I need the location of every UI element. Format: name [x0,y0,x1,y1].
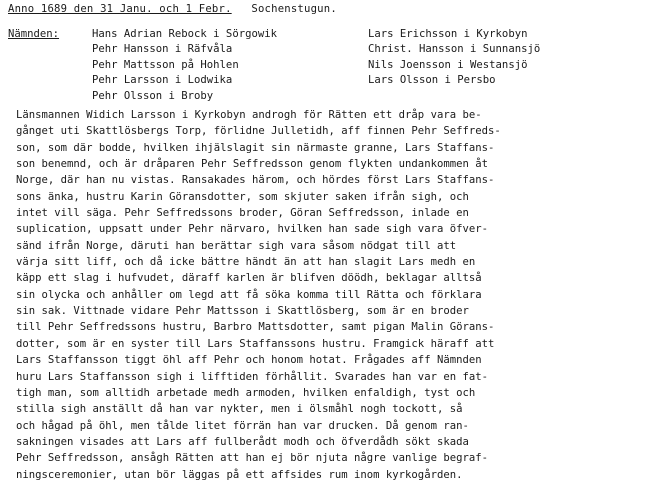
text-line: sin olycka och anhåller om legd att få söka komma till Rätta och förklara [16,288,482,301]
text-line: suplication, uppsatt under Pehr närvaro, hvilken han sade sigh vara öfver- [16,223,488,236]
text-line: Pehr Seffredsson, ansågh Rätten att han ej bör njuta någre vanlige begraf- [16,452,488,465]
document-heading [8,2,337,16]
text-line: käpp ett slag i hufvudet, däraff karlen är blifven döödh, beklagar alltså [16,272,482,285]
meeting-place: Sochenstugun. [251,3,337,15]
text-line: Norge, där han nu vistas. Ransakades härom, och hördes först Lars Staffans- [16,174,495,187]
text-line: sin sak. Vittnade vidare Pehr Mattsson i Skattlösberg, som är en broder [16,305,469,318]
text-line: dotter, som är en syster till Lars Staffanssons hustru. Framgick häraff att [16,337,495,350]
protocol-text [16,107,641,483]
panel-right-column [368,27,540,89]
text-line: sons änka, hustru Karin Göransdotter, som skjuter saken ifrån sigh, och [16,190,469,203]
panel-member: Nils Joensson i Westansjö [368,58,528,71]
text-line: värja sitt liff, och då icke bättre händt än att han slagit Lars medh en [16,256,476,269]
text-line: huru Lars Staffansson sigh i lifftiden förhållit. Svarades han var en fat- [16,370,488,383]
panel-label: Nämnden: [8,28,60,40]
text-line: son, som där bodde, hvilken ihjälslagit sin närmaste granne, Lars Staffans- [16,141,495,154]
text-line: gånget uti Skattlösbergs Torp, förlidne Julletidh, aff finnen Pehr Seffreds- [16,125,501,138]
text-line: Lars Staffansson tiggt öhl aff Pehr och honom hotat. Frågades aff Nämnden [16,354,482,367]
panel-left-column [92,27,277,104]
text-line: tigh man, som alltidh arbetade medh armoden, hvilken enfaldigh, tyst och [16,386,476,399]
text-line: intet vill säga. Pehr Seffredssons broder, Göran Seffredsson, inlade en [16,207,469,220]
text-line: son benemnd, och är dråparen Pehr Seffredsson genom flykten undankommen åt [16,158,488,171]
text-line: Länsmannen Widich Larsson i Kyrkobyn androgh för Rätten ett dråp vara be- [16,109,482,121]
panel-member: Christ. Hansson i Sunnansjö [368,43,541,56]
text-line: sänd ifrån Norge, däruti han berättar sigh vara såsom nödgat till att [16,239,457,252]
panel-member: Pehr Mattsson på Hohlen [92,58,239,71]
text-line: stilla sigh anställt då han var nykter, men i ölsmåhl nogh tockott, så [16,403,463,416]
text-line: sakningen visades att Lars aff fullberådt modh och öfverdådh sökt skada [16,435,469,448]
text-line: och hågad på öhl, men tålde litet förrän han var drucken. Då genom ran- [16,419,469,432]
date-line: Anno 1689 den 31 Janu. och 1 Febr. [8,3,232,15]
text-line: ningsceremonier, utan bör läggas på ett affsides rum inom kyrkogården. [16,468,463,481]
text-line: till Pehr Seffredssons hustru, Barbro Mattsdotter, samt pigan Malin Görans- [16,321,495,334]
panel-member: Pehr Larsson i Lodwika [92,74,233,87]
panel-member: Pehr Hansson i Räfvåla [92,43,233,56]
panel-member: Lars Erichsson i Kyrkobyn [368,28,528,40]
panel-member: Hans Adrian Rebock i Sörgowik [92,28,277,40]
panel-member: Pehr Olsson i Broby [92,89,214,102]
panel-member: Lars Olsson i Persbo [368,74,496,87]
